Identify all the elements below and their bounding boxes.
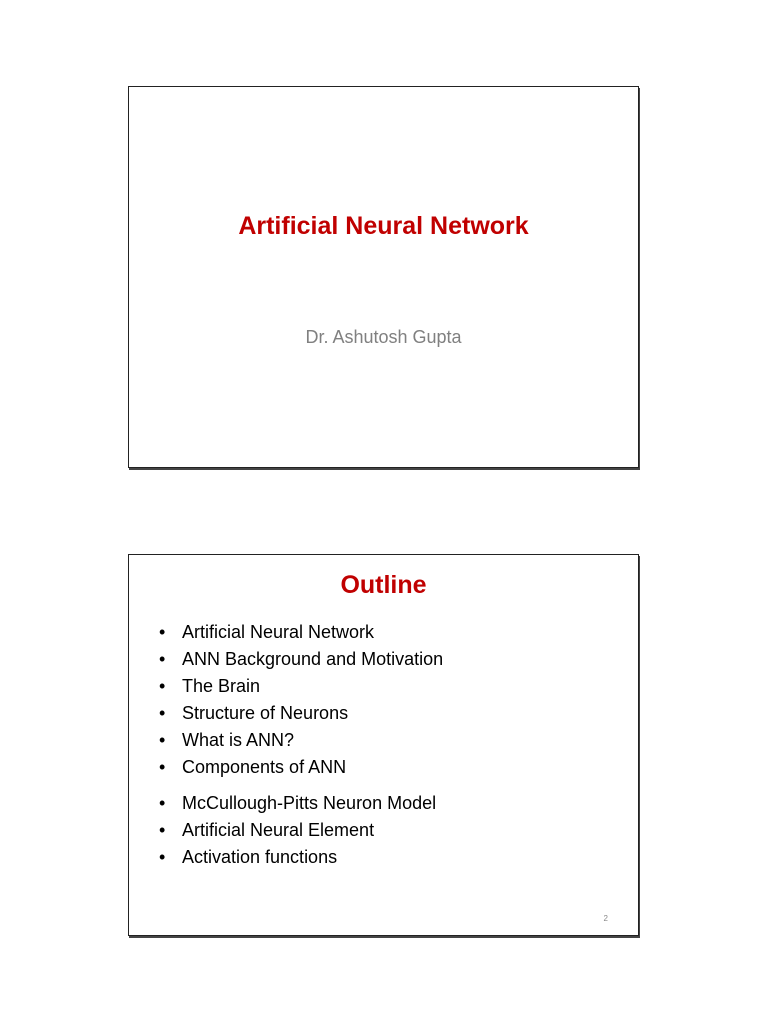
list-item: • McCullough-Pitts Neuron Model [157,790,443,817]
list-item: • The Brain [157,673,443,700]
bullet-icon: • [159,793,166,813]
bullet-icon: • [159,622,166,642]
bullet-icon: • [159,649,166,669]
slide-title: Artificial Neural Network [238,212,529,240]
outline-list [157,619,443,871]
slide-number: 2 [603,914,608,923]
list-item: • Artificial Neural Network [157,619,443,646]
author-name: Dr. Ashutosh Gupta [305,327,462,347]
bullet-icon: • [159,820,166,840]
title-slide [128,86,639,468]
bullet-icon: • [159,730,166,750]
bullet-icon: • [159,847,166,867]
list-item: • Components of ANN [157,754,443,781]
list-item: • Artificial Neural Element [157,817,443,844]
outline-slide [128,554,639,936]
bullet-icon: • [159,757,166,777]
bullet-icon: • [159,703,166,723]
list-item: • What is ANN? [157,727,443,754]
list-item: • Activation functions [157,844,443,871]
list-item: • ANN Background and Motivation [157,646,443,673]
bullet-icon: • [159,676,166,696]
slide-title: Outline [340,571,427,599]
list-item: • Structure of Neurons [157,700,443,727]
